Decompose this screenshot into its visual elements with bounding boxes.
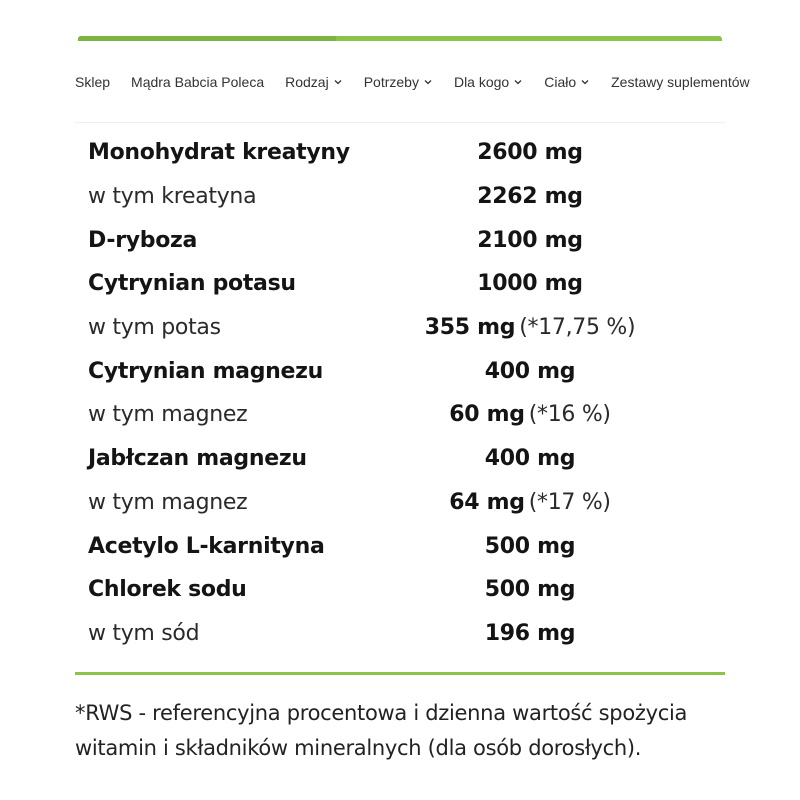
scroll-progress-fill — [78, 36, 336, 41]
ingredient-rws: (*17,75 %) — [519, 315, 636, 341]
ingredient-name: w tym magnez — [88, 402, 248, 428]
nav-item-3[interactable] — [364, 74, 433, 90]
ingredient-amount: 500 mg — [484, 533, 576, 559]
chevron-down-icon — [333, 77, 343, 87]
ingredients-table — [88, 131, 708, 655]
nav-item-label: Dla kogo — [453, 74, 510, 90]
ingredient-name: Monohydrat kreatyny — [88, 140, 350, 166]
ingredient-name: Cytrynian potasu — [88, 271, 296, 297]
ingredient-rws: (*17 %) — [528, 489, 611, 515]
ingredient-name: w tym potas — [88, 315, 221, 341]
nav-item-label: Sklep — [75, 74, 111, 90]
nav-item-0[interactable] — [75, 74, 110, 90]
ingredient-name: D-ryboza — [88, 227, 198, 253]
ingredient-amount: 2262 mg — [477, 184, 583, 210]
nav-item-label: Zestawy suplementów — [611, 74, 750, 90]
chevron-down-icon — [423, 77, 433, 87]
ingredient-amount: 355 mg — [424, 315, 516, 341]
ingredient-amount: 64 mg — [449, 489, 525, 515]
ingredient-name: Jabłczan magnezu — [88, 446, 307, 472]
ingredient-row — [88, 393, 708, 437]
ingredient-value — [425, 315, 636, 340]
ingredient-name: Cytrynian magnezu — [88, 358, 324, 384]
ingredient-amount: 60 mg — [449, 402, 525, 428]
main-navigation — [75, 62, 750, 102]
nav-item-label: Potrzeby — [363, 74, 419, 90]
ingredient-value — [477, 140, 582, 165]
ingredient-value — [485, 359, 575, 384]
ingredient-rws: (*16 %) — [528, 402, 611, 428]
scroll-progress-bar — [78, 36, 722, 41]
ingredient-row — [88, 306, 708, 350]
ingredient-value — [485, 577, 575, 602]
nav-item-2[interactable] — [285, 74, 343, 90]
nav-item-label: Rodzaj — [285, 74, 329, 90]
nav-item-1[interactable] — [131, 74, 264, 90]
ingredient-row — [88, 481, 708, 525]
ingredient-row — [88, 218, 708, 262]
ingredient-name: Chlorek sodu — [88, 577, 247, 603]
ingredient-row — [88, 612, 708, 656]
ingredient-amount: 1000 mg — [477, 271, 583, 297]
nav-item-4[interactable] — [454, 74, 523, 90]
nav-item-6[interactable] — [611, 74, 750, 90]
ingredient-row — [88, 568, 708, 612]
nav-item-label: Ciało — [544, 74, 577, 90]
ingredient-amount: 500 mg — [484, 577, 576, 603]
ingredient-value — [485, 621, 575, 646]
chevron-down-icon — [580, 77, 590, 87]
footnote-line-1: *RWS - referencyjna procentowa i dzienna wartość spożycia — [75, 701, 688, 725]
chevron-down-icon — [513, 77, 523, 87]
ingredient-name: w tym sód — [88, 620, 200, 646]
footnote-line-2: witamin i składników mineralnych (dla osób dorosłych). — [75, 736, 642, 760]
ingredient-value — [449, 402, 610, 427]
ingredient-amount: 196 mg — [484, 620, 576, 646]
ingredient-name: Acetylo L-karnityna — [88, 533, 325, 559]
ingredient-row — [88, 131, 708, 175]
nav-item-label: Mądra Babcia Poleca — [131, 74, 265, 90]
nav-item-5[interactable] — [544, 74, 590, 90]
ingredient-name: w tym kreatyna — [88, 184, 257, 210]
ingredient-name: w tym magnez — [88, 489, 248, 515]
ingredient-value — [477, 271, 582, 296]
ingredient-value — [477, 184, 582, 209]
ingredient-value — [477, 228, 582, 253]
ingredient-amount: 2100 mg — [477, 227, 583, 253]
ingredient-amount: 2600 mg — [477, 140, 583, 166]
ingredient-value — [449, 490, 610, 515]
ingredient-row — [88, 175, 708, 219]
ingredient-value — [485, 446, 575, 471]
ingredient-amount: 400 mg — [484, 446, 576, 472]
ingredient-value — [485, 534, 575, 559]
ingredient-amount: 400 mg — [484, 358, 576, 384]
ingredient-row — [88, 524, 708, 568]
ingredient-row — [88, 262, 708, 306]
nav-divider — [75, 122, 725, 123]
ingredient-row — [88, 437, 708, 481]
rws-footnote — [75, 696, 725, 766]
table-bottom-divider — [75, 672, 725, 675]
ingredient-row — [88, 349, 708, 393]
